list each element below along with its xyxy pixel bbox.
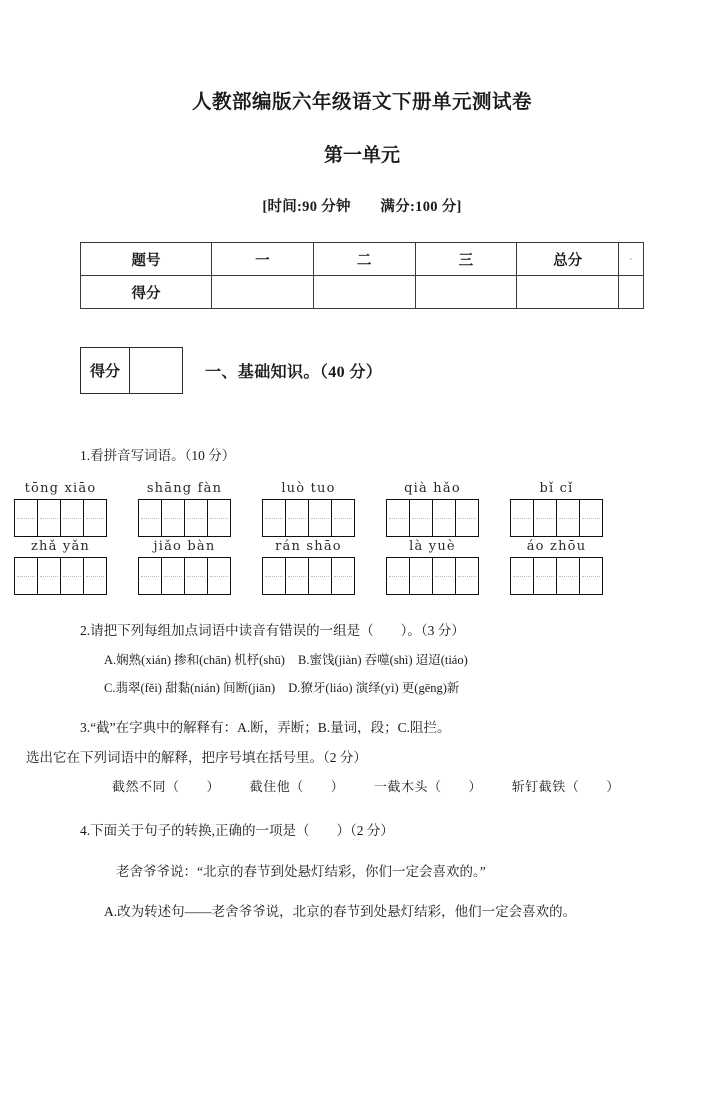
pinyin-label: áo zhōu: [526, 538, 587, 554]
question-3-prompt: 3.“截”在字典中的解释有：A.断，弄断；B.量词，段；C.阻拦。: [80, 719, 451, 735]
pinyin-row-2: [14, 539, 724, 595]
char-grid[interactable]: [262, 499, 355, 537]
char-cell[interactable]: [208, 500, 230, 536]
char-grid[interactable]: [386, 499, 479, 537]
pinyin-label: bǐ cǐ: [539, 480, 574, 496]
char-cell[interactable]: [208, 558, 230, 594]
pinyin-label: zhǎ yǎn: [31, 538, 90, 554]
score-box: [80, 347, 183, 394]
question-2-prompt: 2.请把下列每组加点词语中读音有错误的一组是（ ）。（3 分）: [80, 622, 465, 638]
char-cell[interactable]: [332, 558, 354, 594]
char-cell[interactable]: [286, 558, 309, 594]
char-cell[interactable]: [410, 500, 433, 536]
pinyin-label: tōng xiāo: [24, 480, 97, 496]
char-grid[interactable]: [14, 557, 107, 595]
char-cell[interactable]: [433, 558, 456, 594]
char-cell[interactable]: [387, 558, 410, 594]
section-one-header: [80, 347, 724, 394]
pinyin-group-9: [386, 539, 479, 595]
pinyin-group-4: [386, 481, 479, 537]
char-grid[interactable]: [138, 557, 231, 595]
question-1-prompt: 1.看拼音写词语。（10 分）: [80, 448, 236, 463]
blank-item-1[interactable]: 截然不同（ ）: [112, 779, 221, 795]
question-2-options-row-1: [104, 650, 724, 670]
char-cell[interactable]: [410, 558, 433, 594]
pinyin-group-10: [510, 539, 603, 595]
char-cell[interactable]: [309, 500, 332, 536]
score-cell-5[interactable]: [619, 276, 644, 309]
char-cell[interactable]: [185, 558, 208, 594]
score-table-wrapper: [80, 242, 644, 309]
char-grid[interactable]: [14, 499, 107, 537]
pinyin-group-6: [14, 539, 107, 595]
score-cell-1[interactable]: [212, 276, 314, 309]
char-cell[interactable]: [84, 500, 106, 536]
question-4-prompt: 4.下面关于句子的转换,正确的一项是（ ）（2 分）: [80, 823, 394, 839]
question-3-blanks: [112, 776, 724, 795]
question-3-subprompt: 选出它在下列词语中的解释，把序号填在括号里。（2 分）: [26, 749, 367, 765]
pinyin-group-7: [138, 539, 231, 595]
test-paper-page: [0, 86, 724, 1110]
option-d[interactable]: D.獠牙(liáo) 演绎(yì) 更(gēng)新: [288, 680, 460, 695]
score-cell-4[interactable]: [517, 276, 619, 309]
table-row-score: [81, 276, 644, 309]
page-title: 人教部编版六年级语文下册单元测试卷: [191, 92, 532, 113]
option-a[interactable]: A.娴熟(xián) 掺和(chān) 机杼(shū): [104, 652, 285, 667]
pinyin-label: là yuè: [409, 538, 456, 554]
unit-title: 第一单元: [323, 144, 400, 166]
blank-item-2[interactable]: 截住他（ ）: [249, 779, 345, 795]
question-4-quote: 老舍爷爷说：“北京的春节到处悬灯结彩，你们一定会喜欢的。”: [116, 864, 486, 880]
score-table-header-4: 总分: [517, 243, 619, 276]
char-cell[interactable]: [332, 500, 354, 536]
char-cell[interactable]: [286, 500, 309, 536]
pinyin-writing-exercise: [14, 481, 724, 595]
blank-item-3[interactable]: 一截木头（ ）: [374, 779, 483, 795]
score-table-header-3: 三: [415, 243, 517, 276]
char-grid[interactable]: [510, 499, 603, 537]
pinyin-group-2: [138, 481, 231, 537]
question-2-options-row-2: [104, 678, 724, 698]
score-table-header-5: ·: [619, 243, 644, 276]
char-cell[interactable]: [580, 500, 602, 536]
pinyin-label: shāng fàn: [146, 480, 223, 496]
char-cell[interactable]: [580, 558, 602, 594]
section-one-title: 一、基础知识。（40 分）: [205, 364, 383, 381]
char-cell[interactable]: [263, 558, 286, 594]
char-cell[interactable]: [185, 500, 208, 536]
char-cell[interactable]: [557, 500, 580, 536]
score-cell-2[interactable]: [313, 276, 415, 309]
char-cell[interactable]: [534, 500, 557, 536]
pinyin-group-8: [262, 539, 355, 595]
char-grid[interactable]: [510, 557, 603, 595]
char-cell[interactable]: [162, 500, 185, 536]
score-table-row-label: 得分: [81, 276, 212, 309]
char-cell[interactable]: [433, 500, 456, 536]
char-cell[interactable]: [534, 558, 557, 594]
char-cell[interactable]: [15, 500, 38, 536]
char-grid[interactable]: [138, 499, 231, 537]
score-table: [80, 242, 644, 309]
score-cell-3[interactable]: [415, 276, 517, 309]
char-cell[interactable]: [162, 558, 185, 594]
exam-meta: [时间:90 分钟 满分:100 分]: [262, 199, 462, 215]
char-cell[interactable]: [456, 500, 478, 536]
char-cell[interactable]: [309, 558, 332, 594]
score-table-header-2: 二: [313, 243, 415, 276]
pinyin-group-3: [262, 481, 355, 537]
pinyin-label: jiǎo bàn: [153, 538, 216, 554]
char-cell[interactable]: [511, 558, 534, 594]
pinyin-row-1: [14, 481, 724, 537]
char-cell[interactable]: [139, 500, 162, 536]
char-cell[interactable]: [139, 558, 162, 594]
score-box-input[interactable]: [130, 348, 182, 393]
score-table-header-0: 题号: [81, 243, 212, 276]
pinyin-label: luò tuo: [281, 480, 336, 496]
pinyin-group-5: [510, 481, 603, 537]
char-cell[interactable]: [38, 500, 61, 536]
score-box-label: 得分: [81, 348, 130, 393]
char-cell[interactable]: [387, 500, 410, 536]
table-row-header: [81, 243, 644, 276]
blank-item-4[interactable]: 斩钉截铁（ ）: [511, 779, 620, 795]
char-cell[interactable]: [84, 558, 106, 594]
option-c[interactable]: C.翡翠(fěi) 甜黏(nián) 间断(jiān): [104, 680, 276, 695]
pinyin-label: rán shāo: [275, 538, 342, 554]
char-cell[interactable]: [15, 558, 38, 594]
char-grid[interactable]: [386, 557, 479, 595]
char-cell[interactable]: [456, 558, 478, 594]
char-cell[interactable]: [38, 558, 61, 594]
char-cell[interactable]: [61, 500, 84, 536]
option-b[interactable]: B.蜜饯(jiàn) 吞噬(shì) 迢迢(tiáo): [298, 652, 468, 667]
pinyin-group-1: [14, 481, 107, 537]
score-table-header-1: 一: [212, 243, 314, 276]
question-4-option-a[interactable]: A.改为转述句——老舍爷爷说，北京的春节到处悬灯结彩，他们一定会喜欢的。: [104, 904, 577, 920]
pinyin-label: qià hǎo: [404, 480, 461, 496]
char-cell[interactable]: [511, 500, 534, 536]
char-cell[interactable]: [61, 558, 84, 594]
char-cell[interactable]: [557, 558, 580, 594]
char-cell[interactable]: [263, 500, 286, 536]
char-grid[interactable]: [262, 557, 355, 595]
